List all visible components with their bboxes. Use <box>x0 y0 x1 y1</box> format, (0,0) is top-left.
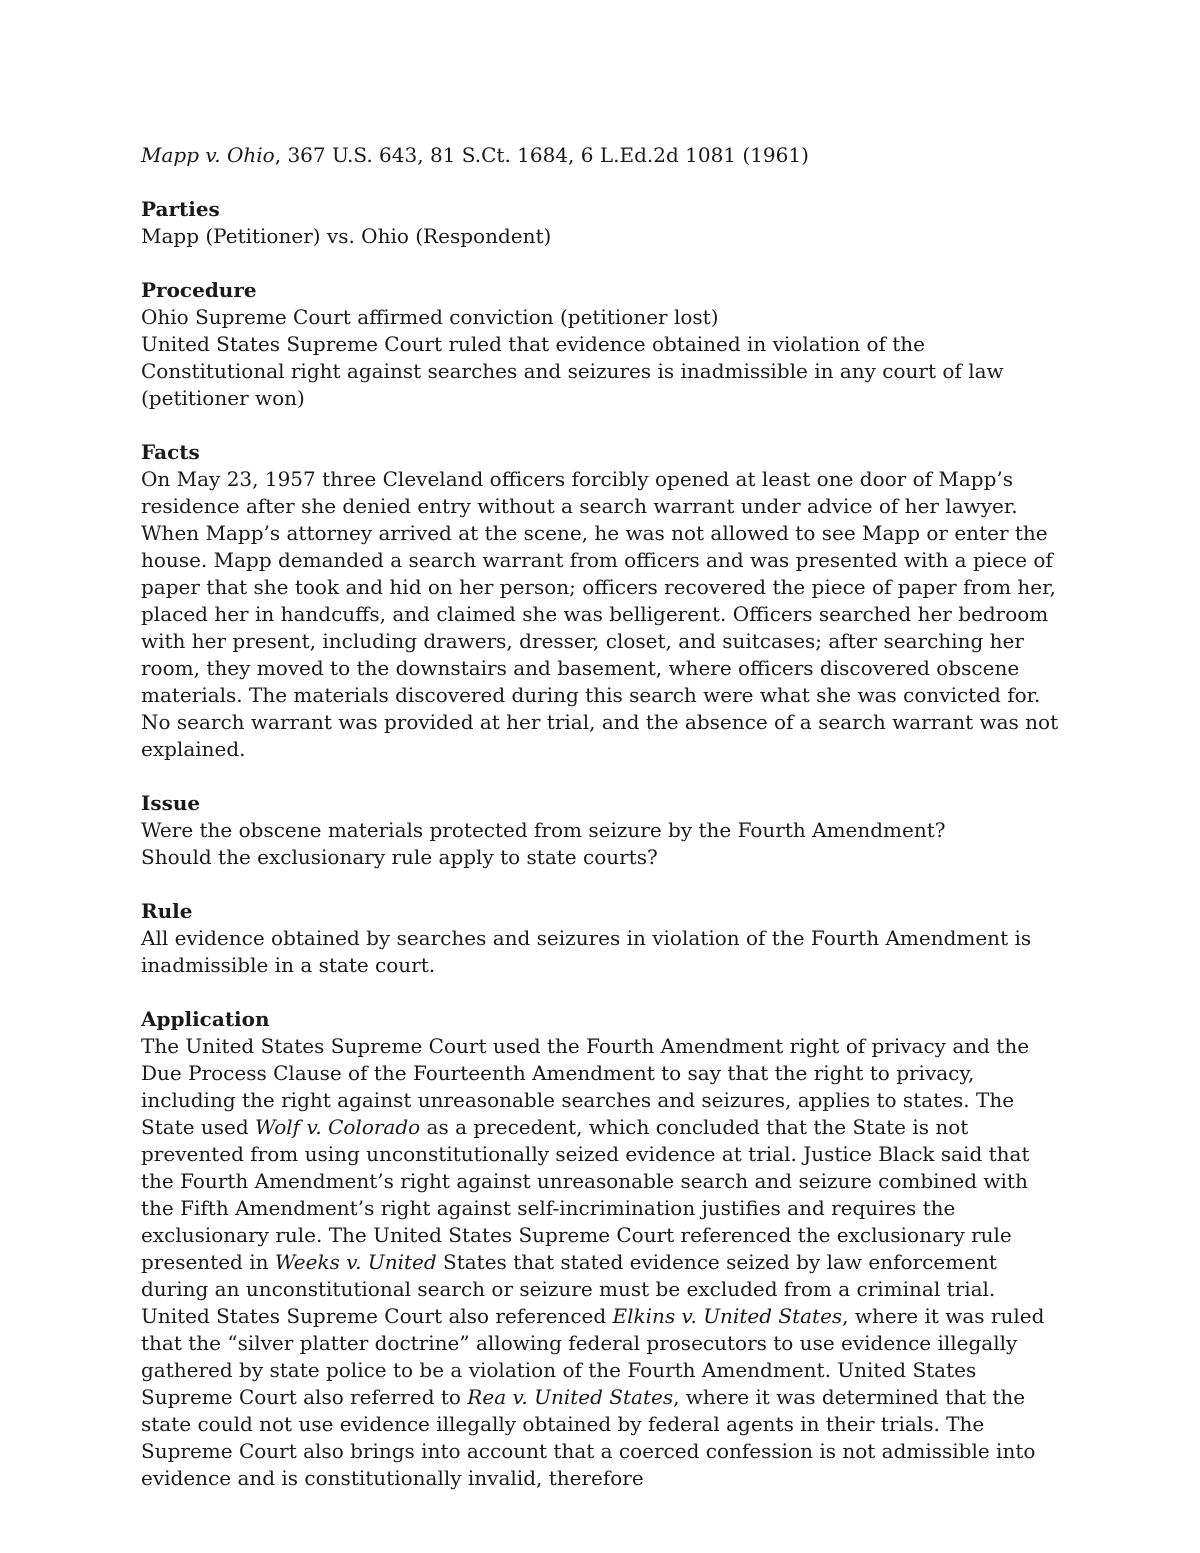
case-reference-wolf: Wolf v. Colorado <box>255 1115 421 1139</box>
parties-heading: Parties <box>141 197 220 221</box>
rule-text: All evidence obtained by searches and seizures in violation of the Fourth Amendment is inadmissible in a state court. <box>141 926 1032 977</box>
issue-heading: Issue <box>141 791 201 815</box>
procedure-heading: Procedure <box>141 278 257 302</box>
procedure-line: Ohio Supreme Court affirmed conviction (petitioner lost) <box>141 305 719 329</box>
case-reference: , 367 U.S. 643, 81 S.Ct. 1684, 6 L.Ed.2d 1081 (1961) <box>274 143 809 167</box>
application-heading: Application <box>141 1007 270 1031</box>
application-text-part: States that stated evidence seized by law enforcement during an unconstitutional search or seizure must be excluded from a criminal trial. United States Supreme Court also referenced <box>141 1250 997 1328</box>
issue-line: Should the exclusionary rule apply to state courts? <box>141 845 658 869</box>
facts-heading: Facts <box>141 440 200 464</box>
document-page <box>141 142 1061 1492</box>
procedure-line: United States Supreme Court ruled that evidence obtained in violation of the Constitutional right against searches and seizures is inadmissible in any court of law (petitioner won) <box>141 332 1004 410</box>
application-text-part: as a precedent, which concluded that the State is not prevented from using unconstitutionally seized evidence at trial. Justice Black said that the Fourth Amendment’s right against unreasonable search and seizure combined with the Fifth Amendment’s right against self-incrimination justifies and requires the exclusionary rule. The United States Supreme Court referenced the exclusionary rule presented in <box>141 1115 1030 1274</box>
facts-text: On May 23, 1957 three Cleveland officers forcibly opened at least one door of Mapp’s residence after she denied entry without a search warrant under advice of her lawyer. When Mapp’s attorney arrived at the scene, he was not allowed to see Mapp or enter the house. Mapp demanded a search warrant from officers and was presented with a piece of paper that she took and hid on her person; officers recovered the piece of paper from her, placed her in handcuffs, and claimed she was belligerent. Officers searched her bedroom with her present, including drawers, dresser, closet, and suitcases; after searching her room, they moved to the downstairs and basement, where officers discovered obscene materials. The materials discovered during this search were what she was convicted for. No search warrant was provided at her trial, and the absence of a search warrant was not explained. <box>141 467 1059 761</box>
case-reference-rea: Rea v. United States <box>467 1385 674 1409</box>
application-text-part: , where it was determined that the state could not use evidence illegally obtained by federal agents in their trials. The Supreme Court also brings into account that a coerced confession is not admissible into evidence and is constitutionally invalid, therefore <box>141 1385 1036 1490</box>
case-reference-weeks: Weeks v. United <box>274 1250 437 1274</box>
case-name: Mapp v. Ohio <box>141 143 275 167</box>
parties-text: Mapp (Petitioner) vs. Ohio (Respondent) <box>141 224 552 248</box>
case-citation <box>141 142 1061 169</box>
issue-line: Were the obscene materials protected from seizure by the Fourth Amendment? <box>141 818 946 842</box>
rule-heading: Rule <box>141 899 193 923</box>
case-reference-elkins: Elkins v. United States <box>612 1304 843 1328</box>
application-text-part: , where it was ruled that the “silver platter doctrine” allowing federal prosecutors to use evidence illegally gathered by state police to be a violation of the Fourth Amendment. United States Supreme Court also referred to <box>141 1304 1045 1409</box>
application-text <box>141 1033 1061 1492</box>
application-text-part: The United States Supreme Court used the Fourth Amendment right of privacy and the Due Process Clause of the Fourteenth Amendment to say that the right to privacy, including the right against unreasonable searches and seizures, applies to states. The State used <box>141 1034 1030 1139</box>
